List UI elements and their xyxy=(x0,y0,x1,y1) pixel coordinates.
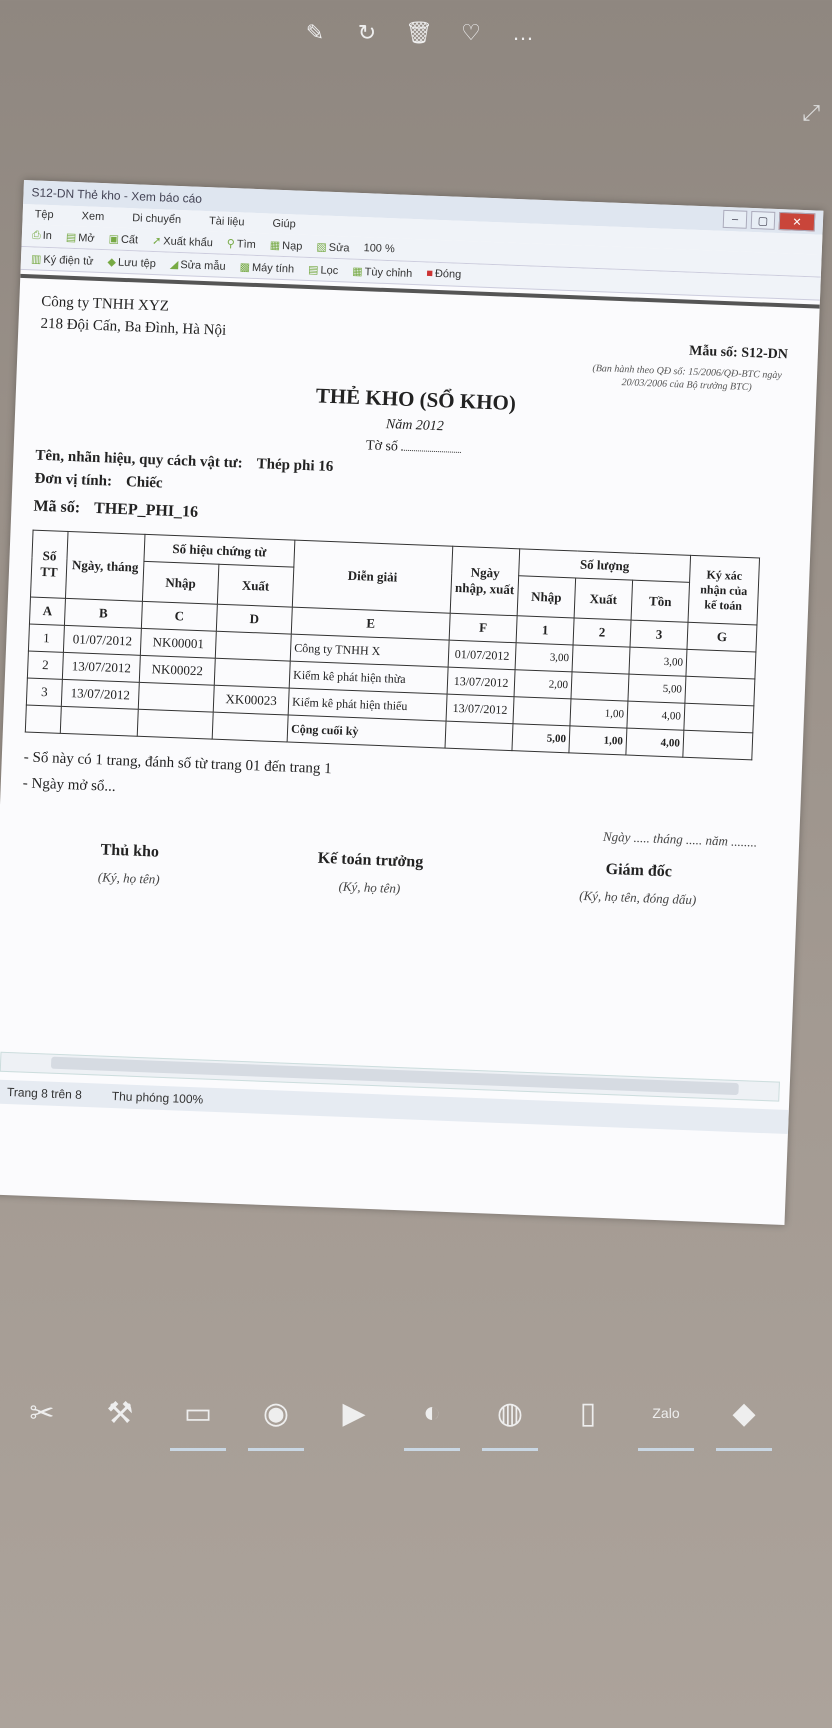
snipping-app-icon[interactable]: ✂ xyxy=(29,1396,55,1430)
folder-icon: ▤ xyxy=(65,231,77,244)
col-voucher-export: Xuất xyxy=(217,564,293,607)
menu-item-view[interactable]: Xem xyxy=(81,210,105,224)
edit-button[interactable]: ▧ Sửa xyxy=(316,240,350,255)
menu-item-help[interactable]: Giúp xyxy=(272,217,296,231)
report-window xyxy=(0,180,823,1225)
pages-note: - Sổ này có 1 trang, đánh số từ trang 01 đến trang 1 xyxy=(23,749,332,778)
zoom-app-icon[interactable]: ▶ xyxy=(342,1396,366,1430)
minimize-button[interactable]: – xyxy=(723,210,748,229)
report-page xyxy=(0,274,820,1080)
col-desc: Diễn giải xyxy=(292,540,452,613)
col-qty-stock: Tồn xyxy=(631,580,689,622)
code-row: A B C D E F 1 2 3 G xyxy=(29,597,757,652)
menu-item-document[interactable]: Tài liệu xyxy=(208,215,245,229)
signature-director: Giám đốc (Ký, họ tên, đóng dấu) xyxy=(579,860,697,908)
maximize-button[interactable]: ▢ xyxy=(751,211,776,230)
col-date: Ngày, tháng xyxy=(65,531,145,601)
window-title: S12-DN Thẻ kho - Xem báo cáo xyxy=(31,185,203,206)
open-date-note: - Ngày mở sổ... xyxy=(22,775,117,795)
table-row: 3 13/07/2012 XK00023 Kiểm kê phát hiện thiếu 13/07/2012 1,00 4,00 xyxy=(26,678,754,733)
item-name: Tên, nhãn hiệu, quy cách vật tư: Thép phi 16 xyxy=(35,447,334,476)
item-code: Mã số: THEP_PHI_16 xyxy=(33,497,199,521)
print-button[interactable]: ⎙ In xyxy=(31,228,53,242)
zoom-level[interactable]: 100 % xyxy=(363,242,395,256)
zalo-app-icon[interactable]: Zalo xyxy=(634,1381,698,1445)
sheet-number: Tờ số xyxy=(366,438,792,470)
col-io-date: Ngày nhập, xuất xyxy=(450,546,520,616)
col-qty: Số lượng xyxy=(519,549,691,583)
find-button[interactable]: ⚲ Tìm xyxy=(226,237,257,251)
rotate-icon[interactable]: ↻ xyxy=(357,20,377,45)
filter-icon: ▤ xyxy=(307,263,319,276)
open-button[interactable]: ▤ Mở xyxy=(65,231,95,245)
signature-storekeeper: Thủ kho (Ký, họ tên) xyxy=(97,841,160,887)
company-name: Công ty TNHH XYZ xyxy=(41,293,170,315)
menu-item-navigate[interactable]: Di chuyển xyxy=(131,212,182,227)
table-row: 1 01/07/2012 NK00001 Công ty TNHH X 01/07/2012 3,00 3,00 xyxy=(28,624,756,679)
save-file-button[interactable]: ◆ Lưu tệp xyxy=(107,255,157,270)
heart-icon[interactable]: ♡ xyxy=(461,20,481,45)
printer-icon: ⎙ xyxy=(31,228,41,242)
save-file-icon: ◆ xyxy=(107,255,117,269)
page-title: THẺ KHO (SỔ KHO) xyxy=(315,383,517,416)
customize-icon: ▦ xyxy=(352,265,363,278)
total-row: Cộng cuối kỳ 5,00 1,00 4,00 xyxy=(25,705,753,760)
binoculars-icon: ⚲ xyxy=(226,237,236,250)
table-row: 2 13/07/2012 NK00022 Kiểm kê phát hiện thừa 13/07/2012 2,00 5,00 xyxy=(27,651,755,706)
office-app-icon[interactable]: ▯ xyxy=(579,1396,597,1430)
page-indicator[interactable]: Trang 8 trên 8 xyxy=(6,1085,83,1102)
close-button[interactable]: ✕ xyxy=(779,212,816,231)
company-address: 218 Đội Cấn, Ba Đình, Hà Nội xyxy=(40,315,227,339)
disk-icon: ▣ xyxy=(108,232,120,246)
misaone-app-icon[interactable]: ◆ xyxy=(712,1381,776,1445)
calculator-icon: ▩ xyxy=(239,260,251,274)
col-voucher-import: Nhập xyxy=(142,561,218,604)
edit-doc-icon: ▧ xyxy=(316,240,327,254)
edit-template-button[interactable]: ◢ Sửa mẫu xyxy=(169,258,226,273)
report-year: Năm 2012 xyxy=(385,417,445,435)
col-qty-export: Xuất xyxy=(574,578,632,620)
stock-card-table xyxy=(25,530,760,761)
form-number: Mẫu số: S12-DN xyxy=(688,343,789,363)
save-button[interactable]: ▣ Cất xyxy=(108,232,139,246)
file-explorer-icon[interactable]: ▭ xyxy=(166,1381,230,1445)
viewer-top-toolbar xyxy=(300,18,538,48)
signature-block xyxy=(19,838,776,911)
export-icon: ➚ xyxy=(151,234,162,247)
col-sign: Ký xác nhận của kế toán xyxy=(688,555,760,625)
form-note: (Ban hành theo QĐ số: 15/2006/QĐ-BTC ngày 20/03/2006 của Bộ trưởng BTC) xyxy=(592,362,782,394)
zoom-indicator: Thu phóng 100% xyxy=(111,1089,204,1107)
load-button[interactable]: ▦ Nạp xyxy=(269,238,303,253)
digital-sign-button[interactable]: ▥ Ký điện tử xyxy=(30,252,94,268)
trash-icon[interactable]: 🗑 xyxy=(405,20,433,45)
close-report-icon: ■ xyxy=(426,267,434,280)
tools-app-icon[interactable]: ⚒ xyxy=(106,1396,134,1430)
export-button[interactable]: ➚ Xuất khẩu xyxy=(151,234,214,249)
close-report-button[interactable]: ■ Đóng xyxy=(426,267,462,281)
col-stt: Số TT xyxy=(30,530,68,598)
filter-button[interactable]: ▤ Lọc xyxy=(307,263,339,277)
customize-button[interactable]: ▦ Tùy chỉnh xyxy=(352,265,413,280)
edit-icon[interactable]: ✎ xyxy=(305,20,325,45)
unit: Đơn vị tính: Chiếc xyxy=(34,470,163,492)
more-icon[interactable]: … xyxy=(512,20,534,45)
sign-icon: ▥ xyxy=(30,252,42,266)
date-line: Ngày ..... tháng ..... năm ........ xyxy=(602,828,758,850)
edge-browser-icon[interactable]: ◐ xyxy=(400,1381,464,1445)
expand-icon[interactable]: ⤢ xyxy=(802,100,820,125)
col-voucher: Số hiệu chứng từ xyxy=(144,534,295,567)
record-app-icon[interactable]: ◉ xyxy=(244,1381,308,1445)
calculator-button[interactable]: ▩ Máy tính xyxy=(239,260,295,275)
template-icon: ◢ xyxy=(169,258,179,271)
signature-chief-accountant: Kế toán trưởng (Ký, họ tên) xyxy=(317,849,424,896)
col-qty-import: Nhập xyxy=(517,576,575,618)
load-icon: ▦ xyxy=(269,238,281,252)
chrome-browser-icon[interactable]: ◍ xyxy=(478,1381,542,1445)
taskbar xyxy=(0,1378,832,1448)
menu-item-file[interactable]: Tệp xyxy=(34,208,54,222)
